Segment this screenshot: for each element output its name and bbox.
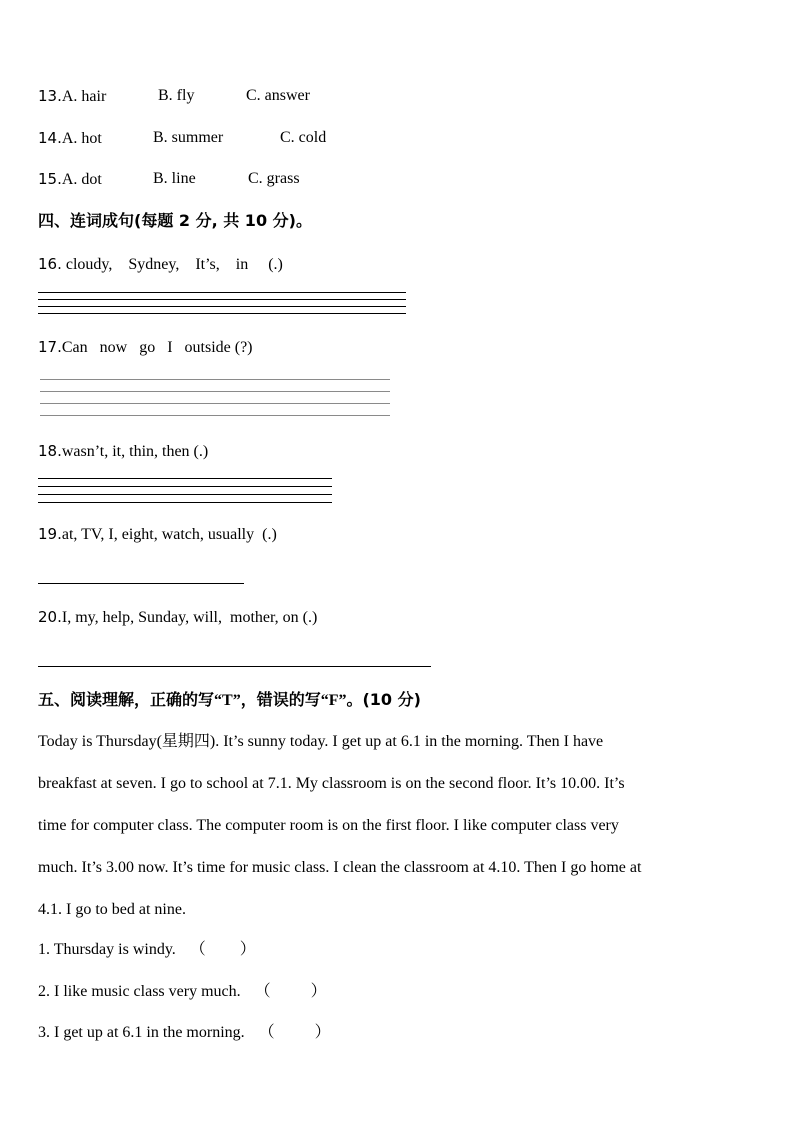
question-words: Can now go I outside (?) (61, 339, 253, 356)
question-17 (38, 337, 253, 358)
question-text: 1. Thursday is windy. (38, 941, 176, 958)
passage-line: much. It’s 3.00 now. It’s time for music class. I clean the classroom at 4.10. Then I go home at (38, 859, 642, 876)
option-c: C. grass (248, 170, 300, 187)
answer-line (38, 292, 406, 293)
answer-line (38, 494, 332, 495)
question-text: 3. I get up at 6.1 in the morning. (38, 1024, 245, 1041)
question-words: I, my, help, Sunday, will, mother, on (.) (61, 609, 318, 626)
reading-question-2 (38, 982, 327, 1002)
reading-question-1 (38, 940, 256, 960)
question-number: 15. (38, 170, 62, 188)
option-c: C. cold (280, 129, 327, 146)
passage-line: time for computer class. The computer room is on the first floor. I like computer class very (38, 817, 619, 834)
answer-lines-18 (38, 478, 332, 510)
answer-line (40, 391, 390, 392)
answer-line (38, 478, 332, 479)
question-18 (38, 441, 208, 462)
option-a: A. dot (61, 171, 102, 188)
question-19 (38, 524, 277, 545)
section-5-title (38, 690, 421, 711)
question-16 (38, 254, 283, 275)
question-text: 2. I like music class very much. (38, 983, 241, 1000)
section-5-title-post: 。(10 分) (346, 690, 421, 709)
passage-line: 4.1. I go to bed at nine. (38, 901, 186, 918)
section-5-title-f: “F” (320, 692, 347, 709)
passage-line: breakfast at seven. I go to school at 7.1. My classroom is on the second floor. It’s 10.00. It’s (38, 775, 625, 792)
question-number: 13. (38, 87, 62, 105)
answer-line (38, 299, 406, 300)
question-words: cloudy, Sydney, It’s, in (.) (65, 256, 283, 273)
answer-line (40, 379, 390, 380)
question-number: 18. (38, 442, 62, 460)
answer-line (38, 306, 406, 307)
question-words: wasn’t, it, thin, then (.) (61, 443, 209, 460)
answer-lines-17 (40, 379, 390, 427)
question-number: 14. (38, 129, 62, 147)
question-number: 19. (38, 525, 62, 543)
answer-blank[interactable]: （ ） (258, 1024, 331, 1041)
option-c: C. answer (246, 87, 310, 104)
section-5-title-t: “T” (214, 692, 241, 709)
answer-line-19 (38, 583, 244, 584)
answer-line (40, 403, 390, 404)
answer-line (38, 486, 332, 487)
answer-line (40, 415, 390, 416)
passage-line: Today is Thursday(星期四). It’s sunny today. I get up at 6.1 in the morning. Then I have (38, 733, 604, 750)
option-b: B. fly (158, 87, 195, 104)
reading-passage (38, 721, 758, 931)
answer-line (38, 502, 332, 503)
option-b: B. line (153, 170, 196, 187)
question-number: 17. (38, 338, 62, 356)
reading-question-3 (38, 1023, 331, 1043)
question-words: at, TV, I, eight, watch, usually (.) (61, 526, 277, 543)
answer-lines-16 (38, 292, 406, 320)
section-5-title-mid: ，错误的写 (240, 690, 321, 709)
answer-blank[interactable]: （ ） (254, 983, 327, 1000)
section-4-title: 四、连词成句(每题 2 分, 共 10 分)。 (38, 211, 312, 230)
option-b: B. summer (153, 129, 224, 146)
question-20 (38, 607, 317, 628)
section-5-title-pre: 五、阅读理解，正确的写 (38, 690, 215, 709)
question-number: 16. (38, 255, 62, 273)
question-number: 20. (38, 608, 62, 626)
option-a: A. hair (61, 88, 107, 105)
answer-blank[interactable]: （ ） (189, 941, 256, 958)
option-a: A. hot (61, 130, 102, 147)
answer-line-20 (38, 666, 431, 667)
answer-line (38, 313, 406, 314)
